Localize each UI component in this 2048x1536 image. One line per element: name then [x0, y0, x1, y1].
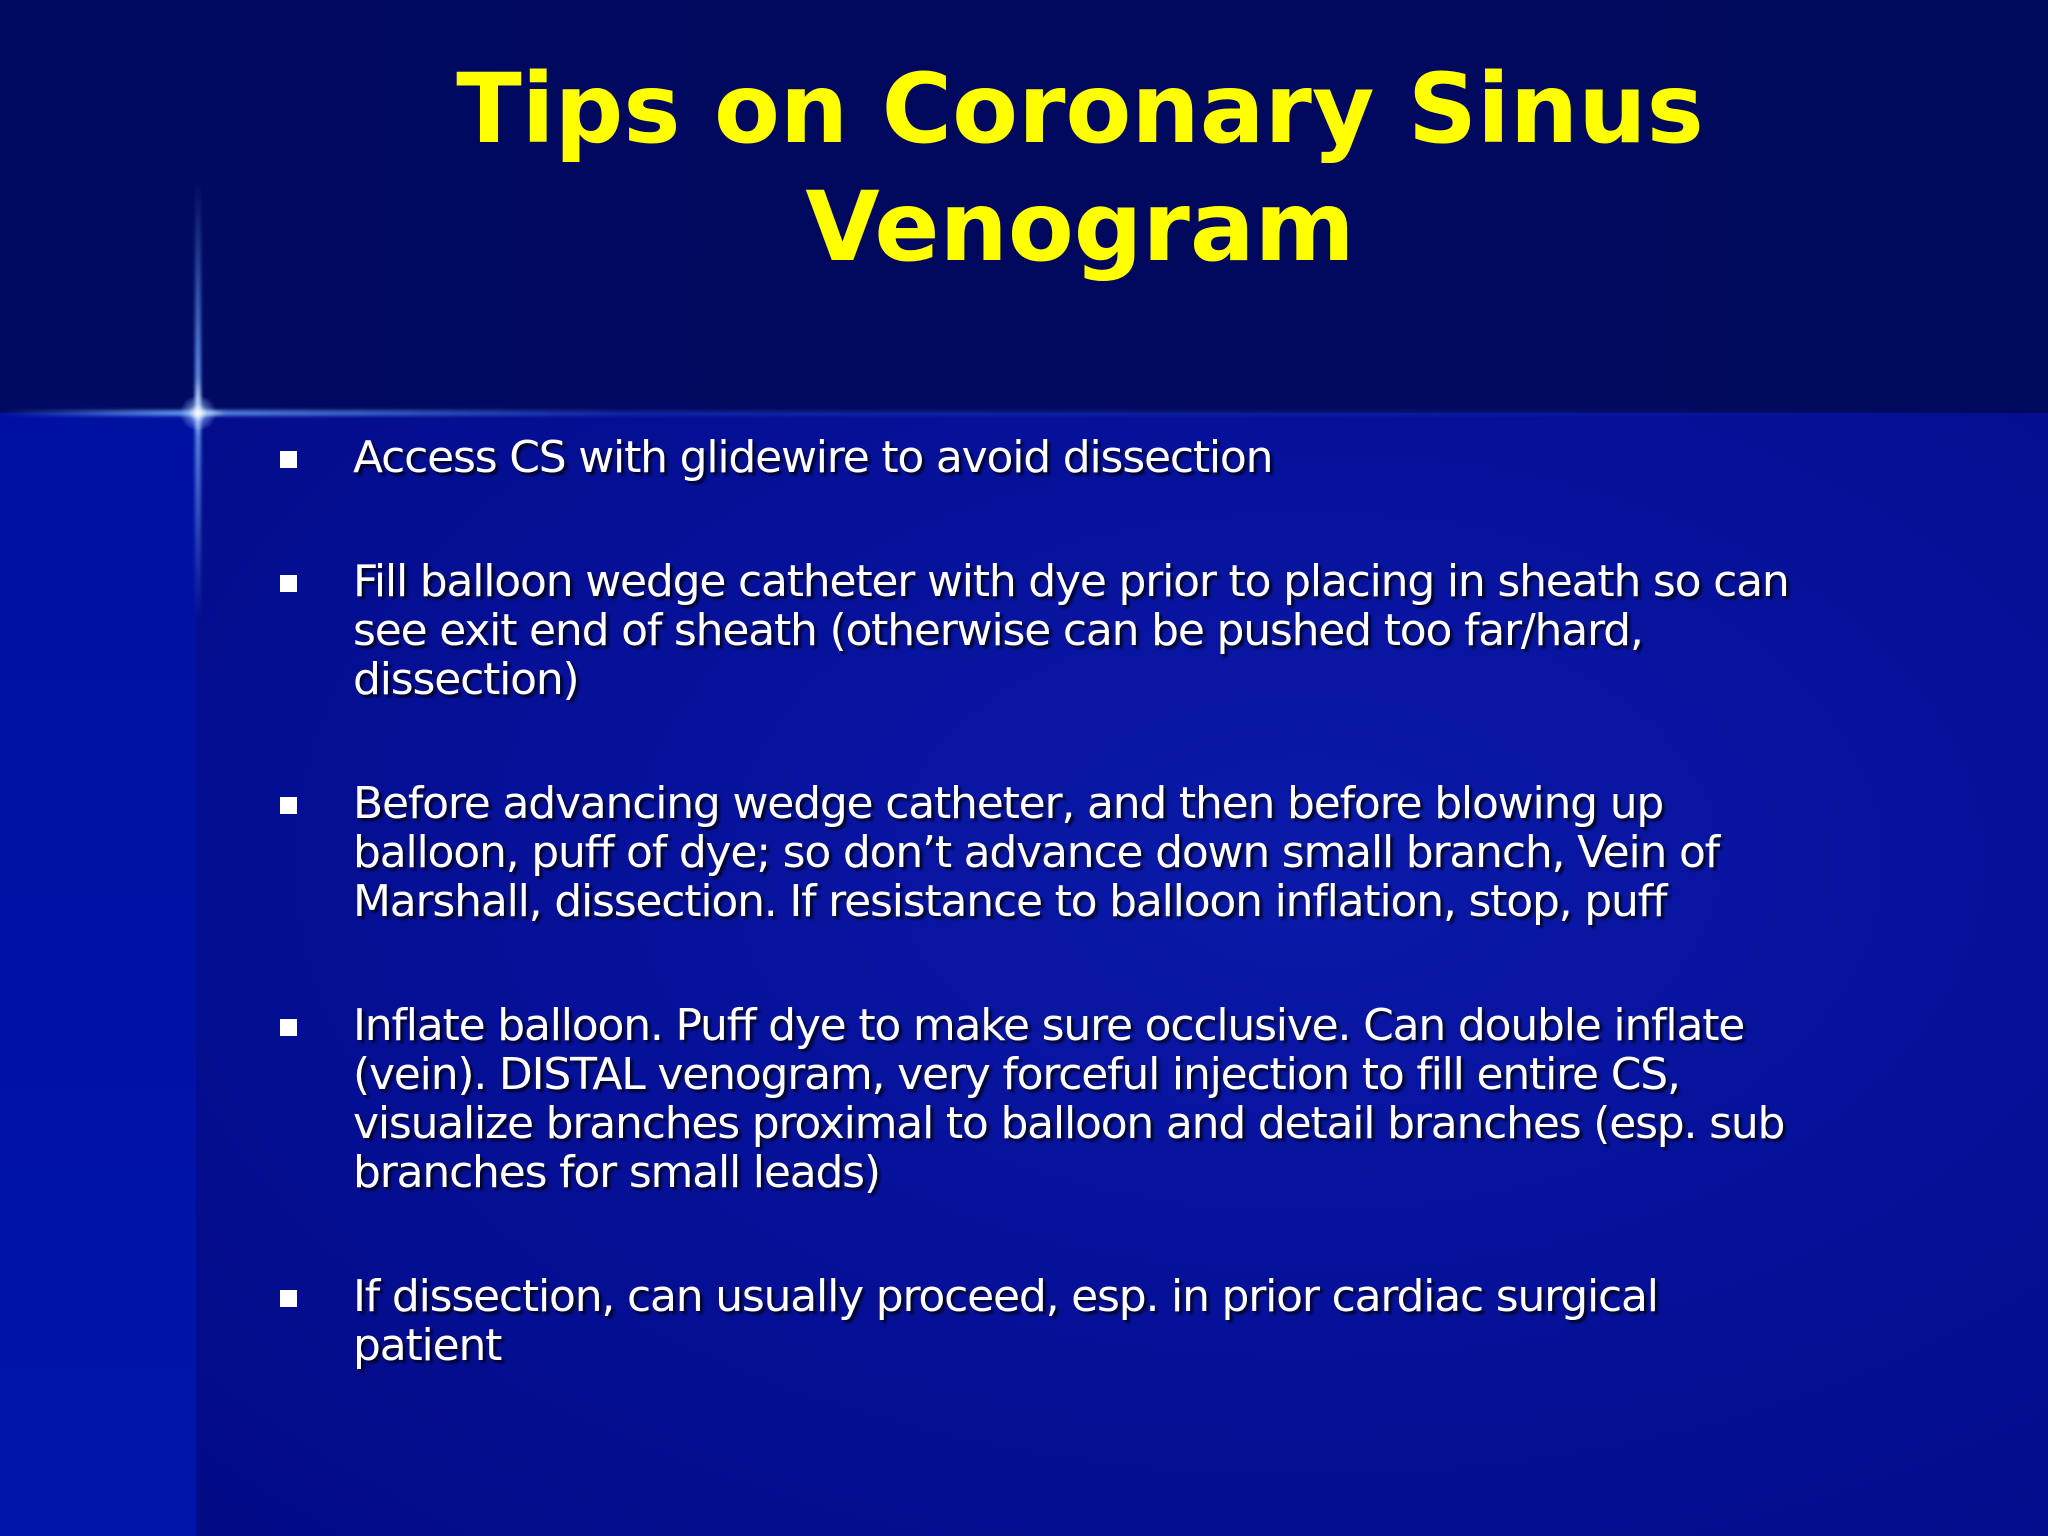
slide-title-line-2: Venogram: [805, 171, 1355, 283]
bullet-text-2: Fill balloon wedge catheter with dye prior to placing in sheath so can see exit end of sheath (otherwise can be pushed too far/hard, dissection): [353, 556, 1789, 705]
slide-title: [300, 50, 1860, 286]
bullet-text-1: Access CS with glidewire to avoid dissection: [353, 432, 1273, 483]
bullet-text-4: Inflate balloon. Puff dye to make sure occlusive. Can double inflate (vein). DISTAL venogram, very forceful injection to fill entire CS, visualize branches proximal to balloon and detail branches (esp. sub branches for small leads): [353, 1000, 1785, 1198]
square-bullet-icon: [280, 1019, 297, 1036]
square-bullet-icon: [280, 797, 297, 814]
light-flare-horizontal: [0, 410, 2048, 416]
left-side-band: [0, 413, 196, 1536]
bullet-text-5: If dissection, can usually proceed, esp. in prior cardiac surgical patient: [353, 1271, 1658, 1371]
light-flare-star-icon: [178, 396, 218, 430]
square-bullet-icon: [280, 1290, 297, 1307]
square-bullet-icon: [280, 451, 297, 468]
square-bullet-icon: [280, 575, 297, 592]
slide-title-line-1: Tips on Coronary Sinus: [456, 53, 1704, 165]
bullet-text-3: Before advancing wedge catheter, and then before blowing up balloon, puff of dye; so don’t advance down small branch, Vein of Marshall, dissection. If resistance to balloon inflation, stop, puff: [353, 778, 1719, 927]
